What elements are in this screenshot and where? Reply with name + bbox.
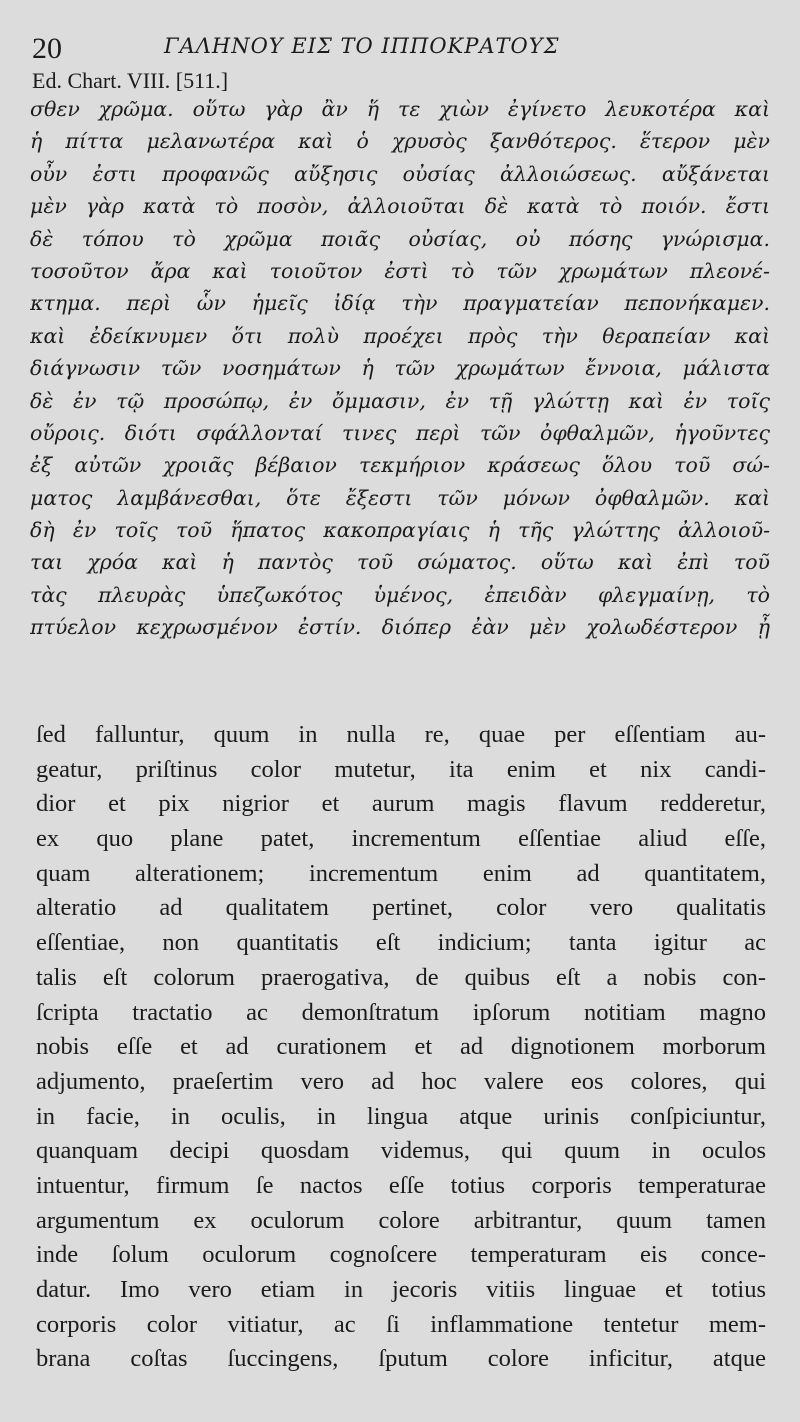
latin-line: ex quo plane patet, incrementum eſſentiae aliud eſſe,	[36, 825, 766, 853]
greek-line: πτύελον κεχρωσμένον ἐστίν. διόπερ ἐὰν μὲν χολωδέστερον ᾖ	[30, 615, 770, 640]
latin-text-block	[36, 718, 766, 1377]
latin-line: nobis eſſe et ad curationem et ad dignotionem morborum	[36, 1033, 766, 1061]
greek-line: οὖν ἐστι προφανῶς αὔξησις οὐσίας ἀλλοιώσεως. αὔξάνεται	[30, 161, 770, 186]
greek-line: δὲ τόπου τὸ χρῶμα ποιᾶς οὐσίας, οὐ πόσης γνώρισμα.	[30, 226, 770, 251]
greek-line: ἐξ αὐτῶν χροιᾶς βέβαιον τεκμήριον κράσεως ὅλου τοῦ σώ-	[30, 453, 770, 478]
greek-line: τὰς πλευρὰς ὑπεζωκότος ὑμένος, ἐπειδὰν φλεγμαίνῃ, τὸ	[30, 582, 770, 607]
latin-line: intuentur, firmum ſe nactos eſſe totius corporis temperaturae	[36, 1171, 766, 1199]
latin-line: ſcripta tractatio ac demonſtratum ipſorum notitiam magno	[36, 998, 766, 1026]
page-number: 20	[32, 32, 62, 65]
latin-line: datur. Imo vero etiam in jecoris vitiis linguae et totius	[36, 1276, 766, 1303]
greek-line: ται χρόα καὶ ἡ παντὸς τοῦ σώματος. οὕτω καὶ ἐπὶ τοῦ	[30, 550, 770, 575]
latin-line: inde ſolum oculorum cognoſcere temperaturam eis conce-	[36, 1241, 766, 1269]
running-title: ΓΑΛΗΝΟΥ ΕΙΣ ΤΟ ΙΠΠΟΚΡΑΤΟΥΣ	[164, 34, 560, 58]
latin-line: brana coſtas ſuccingens, ſputum colore inficitur, atque	[36, 1345, 766, 1373]
latin-line: quam alterationem; incrementum enim ad quantitatem,	[36, 859, 766, 887]
latin-line: geatur, priſtinus color mutetur, ita enim et nix candi-	[36, 755, 766, 783]
latin-line: quanquam decipi quosdam videmus, qui quum in oculos	[36, 1137, 766, 1165]
latin-line: eſſentiae, non quantitatis eſt indicium; tanta igitur ac	[36, 929, 766, 957]
greek-text-block	[30, 93, 770, 644]
latin-line: corporis color vitiatur, ac ſi inflammatione tentetur mem-	[36, 1310, 766, 1338]
running-head	[28, 28, 768, 68]
greek-line: δὴ ἐν τοῖς τοῦ ἥπατος κακοπραγίαις ἡ τῆς γλώττης ἀλλοιοῦ-	[30, 518, 770, 543]
greek-line: κτημα. περὶ ὧν ἡμεῖς ἰδίᾳ τὴν πραγματείαν πεπονήκαμεν.	[30, 291, 770, 316]
greek-line: τοσοῦτον ἄρα καὶ τοιοῦτον ἐστὶ τὸ τῶν χρωμάτων πλεονέ-	[30, 258, 770, 283]
latin-line: dior et pix nigrior et aurum magis flavum redderetur,	[36, 790, 766, 818]
latin-line: alteratio ad qualitatem pertinet, color vero qualitatis	[36, 894, 766, 922]
greek-line: δὲ ἐν τῷ προσώπῳ, ἐν ὄμμασιν, ἐν τῇ γλώττῃ καὶ ἐν τοῖς	[30, 388, 770, 413]
greek-line: σθεν χρῶμα. οὕτω γὰρ ἂν ἥ τε χιὼν ἐγίνετο λευκοτέρα καὶ	[30, 97, 770, 121]
latin-line: adjumento, praeſertim vero ad hoc valere eos colores, qui	[36, 1067, 766, 1095]
greek-line: διάγνωσιν τῶν νοσημάτων ἡ τῶν χρωμάτων ἔννοια, μάλιστα	[30, 356, 770, 381]
greek-line: ἡ πίττα μελανωτέρα καὶ ὁ χρυσὸς ξανθότερος. ἕτερον μὲν	[30, 129, 770, 154]
greek-line: οὔροις. διότι σφάλλονταί τινες περὶ τῶν ὀφθαλμῶν, ἡγοῦντες	[30, 420, 770, 445]
latin-line: ſed falluntur, quum in nulla re, quae per eſſentiam au-	[36, 721, 766, 748]
latin-line: argumentum ex oculorum colore arbitrantur, quum tamen	[36, 1206, 766, 1234]
edition-reference: Ed. Chart. VIII. [511.]	[32, 68, 229, 93]
greek-line: ματος λαμβάνεσθαι, ὅτε ἔξεστι τῶν μόνων ὀφθαλμῶν. καὶ	[30, 485, 770, 510]
latin-line: in facie, in oculis, in lingua atque urinis conſpiciuntur,	[36, 1102, 766, 1130]
greek-line: καὶ ἐδείκνυμεν ὅτι πολὺ προέχει πρὸς τὴν θεραπείαν καὶ	[30, 323, 770, 348]
greek-line: μὲν γὰρ κατὰ τὸ ποσὸν, ἀλλοιοῦται δὲ κατὰ τὸ ποιόν. ἔστι	[30, 194, 770, 219]
latin-line: talis eſt colorum praerogativa, de quibus eſt a nobis con-	[36, 963, 766, 991]
